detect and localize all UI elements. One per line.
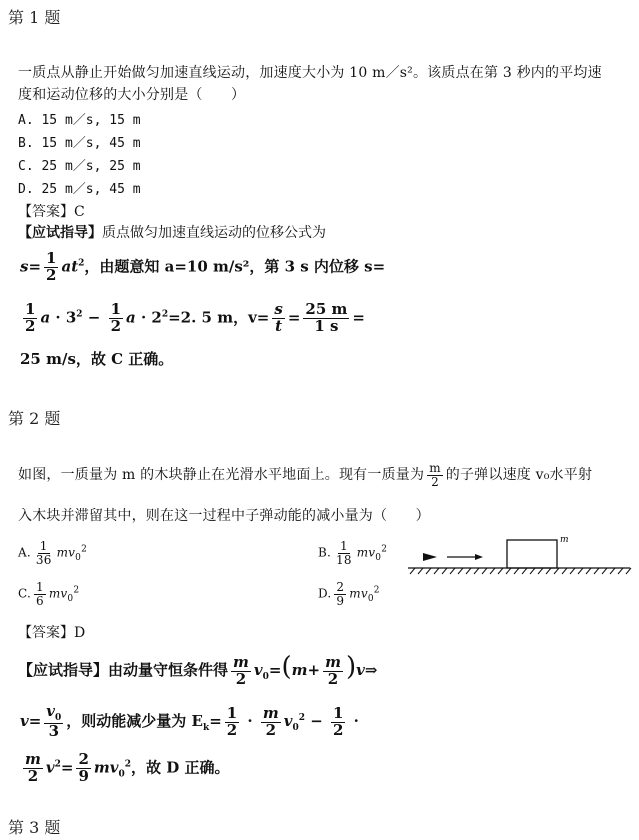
q1-option-a: A. 15 m／s, 15 m: [18, 113, 141, 128]
q2-option-b-den: 18: [336, 552, 352, 567]
q2-figure-block: [507, 540, 557, 568]
q2-stem-line1: 如图，一质量为 m 的木块静止在光滑水平地面上。现有一质量为 $\frac{m}{2}$ 的子弹以速度 v₀水平射: [18, 461, 593, 489]
q1-guide-label: 【应试指导】: [18, 225, 102, 241]
q2-option-a: A. $\frac{1}{36}$ $mv_0^2$: [18, 539, 87, 567]
q2-figure: [405, 530, 635, 580]
q1-answer-label: 【答案】: [18, 204, 74, 220]
q2-option-a-den: 36: [35, 552, 52, 567]
q2-figure-mass-label: m: [560, 535, 569, 545]
q2-option-c-den: 6: [35, 593, 44, 608]
q3-title: 第 3 题: [8, 818, 61, 837]
q1-math-line-a-text: ，由题意知 a=10 m/s²，第 3 s 内位移 s=: [84, 257, 386, 276]
q1-math-line-b: $\frac{1}{2}$ $a \cdot 3^2$ − $\frac{1}{2}$ $a \cdot 2^2=2$. 5 m，v= $\frac{s}{t}$ = $\frac{25 m}{1 s}$ =: [25, 300, 365, 335]
q2-option-b-letter: B.: [318, 545, 332, 560]
q2-option-d-letter: D.: [318, 586, 332, 601]
q1-guide: [18, 222, 326, 242]
q1-option-d: D. 25 m／s, 45 m: [18, 182, 141, 197]
q2-title: 第 2 题: [8, 409, 61, 428]
q1-stem-line1: 一质点从静止开始做匀加速直线运动，加速度大小为 10 m／s²。该质点在第 3 秒内的平均速: [18, 65, 602, 81]
q1-option-c: C. 25 m／s, 25 m: [18, 159, 141, 174]
q1-answer: [18, 201, 85, 221]
q2-stem-line1-b: 的子弹以速度 v₀水平射: [445, 467, 593, 484]
q1-answer-value: C: [74, 204, 85, 220]
q2-answer-label: 【答案】: [18, 625, 74, 641]
q2-stem-line2: 入木块并滞留其中，则在这一过程中子弹动能的减小量为（ ）: [18, 508, 430, 524]
q2-option-c-letter: C.: [18, 586, 31, 601]
q2-answer-value: D: [74, 625, 86, 641]
q2-option-d-den: 9: [336, 593, 345, 608]
q2-option-b: B. $\frac{1}{18}$ $mv_0^2$: [318, 539, 388, 567]
q1-stem-line2: 度和运动位移的大小分别是（ ）: [18, 87, 246, 103]
q2-answer: [18, 622, 85, 642]
q2-math-line-c-text: ，故 D 正确。: [131, 758, 230, 777]
q2-option-d: D. $\frac{2}{9}$ $mv_0^2$: [318, 580, 380, 608]
q1-guide-text: 质点做匀加速直线运动的位移公式为: [102, 225, 326, 241]
q1-title: 第 1 题: [8, 8, 61, 27]
q2-option-a-letter: A.: [18, 545, 31, 560]
q2-stem-line1-a: 如图，一质量为 m 的木块静止在光滑水平地面上。现有一质量为: [18, 467, 425, 484]
q2-math-line-c: $\frac{m}{2}$ $v^2=$ $\frac{2}{9}$ $mv_0^2$，故 D 正确。: [25, 750, 230, 785]
q1-math-line-a: s= $\frac{1}{2}$ $at^2$，由题意知 a=10 m/s²，第 3 s 内位移 s=: [20, 249, 386, 284]
q2-option-c: C. $\frac{1}{6}$ $mv_0^2$: [18, 580, 80, 608]
q2-math-line-b: v= $\frac{v_0}{3}$ ，则动能减少量为 $E_k=$ $\frac{1}{2}$ · $\frac{m}{2}$ $v_0^2$ − $\frac{1}{2}$ ·: [20, 702, 359, 741]
q2-figure-bullet-arrow: [423, 553, 483, 561]
q2-option-d-num: 2: [336, 580, 345, 594]
q2-math-line-a: 【应试指导】由动量守恒条件得 $\frac{m}{2}$ $v_0=(m+$ $\frac{m}{2}$ )v⇒: [18, 652, 378, 688]
q2-math-line-b-text: ，则动能减少量为 E: [66, 712, 203, 731]
q1-math-line-b-text: =2. 5 m，v=: [168, 308, 270, 327]
q2-guide-text: 由动量守恒条件得: [108, 661, 229, 679]
q2-figure-hatching: [410, 568, 631, 574]
q1-math-line-c: 25 m/s，故 C 正确。: [20, 350, 174, 368]
q1-option-b: B. 15 m／s, 45 m: [18, 136, 141, 151]
q2-guide-label: 【应试指导】: [18, 661, 109, 679]
